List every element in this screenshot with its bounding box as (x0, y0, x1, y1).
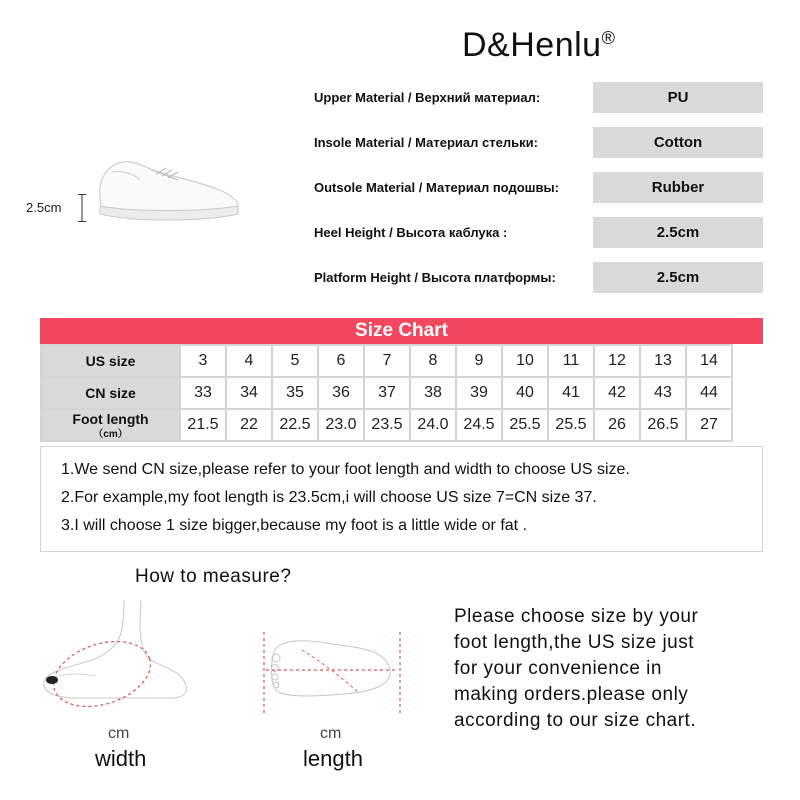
width-unit: cm (108, 725, 130, 742)
table-cell: 38 (410, 377, 456, 409)
row-header-cn-size: CN size (41, 377, 180, 409)
brand-logo (462, 26, 615, 65)
table-cell: 21.5 (180, 409, 226, 441)
table-cell: 44 (686, 377, 732, 409)
table-cell: 6 (318, 345, 364, 377)
table-cell: 5 (272, 345, 318, 377)
table-row-us-size (41, 345, 732, 377)
spec-value-upper: PU (593, 82, 763, 113)
table-cell: 25.5 (548, 409, 594, 441)
advice-line: for your convenience in (454, 658, 662, 679)
table-cell: 41 (548, 377, 594, 409)
table-cell: 42 (594, 377, 640, 409)
table-cell: 43 (640, 377, 686, 409)
size-note-2: 2.For example,my foot length is 23.5cm,i will choose US size 7=CN size 37. (61, 489, 597, 506)
foot-width-illustration (36, 598, 206, 718)
spec-label-upper: Upper Material / Верхний материал: (314, 90, 541, 105)
table-cell: 35 (272, 377, 318, 409)
row-header-foot-length-label: Foot length (72, 410, 149, 427)
measure-title: How to measure? (135, 566, 292, 587)
advice-line: Please choose size by your (454, 606, 699, 627)
table-cell: 40 (502, 377, 548, 409)
advice-line: making orders.please only (454, 684, 689, 705)
table-cell: 7 (364, 345, 410, 377)
table-row-foot-length (41, 409, 732, 441)
shoe-height-label: 2.5cm (26, 200, 62, 215)
sneaker-image (92, 150, 242, 230)
row-header-foot-length-unit: （cm） (93, 428, 128, 440)
table-cell: 36 (318, 377, 364, 409)
table-cell: 37 (364, 377, 410, 409)
table-cell: 13 (640, 345, 686, 377)
size-notes-box (40, 446, 763, 552)
spec-value-insole: Cotton (593, 127, 763, 158)
size-chart-title: Size Chart (40, 318, 763, 344)
length-unit: cm (320, 725, 342, 742)
table-cell: 12 (594, 345, 640, 377)
table-cell: 10 (502, 345, 548, 377)
table-cell: 14 (686, 345, 732, 377)
table-cell: 27 (686, 409, 732, 441)
table-row-cn-size (41, 377, 732, 409)
size-note-3: 3.I will choose 1 size bigger,because my foot is a little wide or fat . (61, 517, 528, 534)
foot-length-illustration (262, 622, 402, 722)
registered-mark: ® (601, 28, 616, 48)
table-cell: 26.5 (640, 409, 686, 441)
row-header-us-size: US size (41, 345, 180, 377)
spec-value-heel: 2.5cm (593, 217, 763, 248)
table-cell: 3 (180, 345, 226, 377)
table-cell: 33 (180, 377, 226, 409)
spec-label-platform: Platform Height / Высота платформы: (314, 270, 556, 285)
spec-label-heel: Heel Height / Высота каблука : (314, 225, 508, 240)
table-cell: 34 (226, 377, 272, 409)
width-label: width (95, 746, 147, 771)
spec-value-outsole: Rubber (593, 172, 763, 203)
advice-line: foot length,the US size just (454, 632, 695, 653)
advice-line: according to our size chart. (454, 710, 697, 731)
spec-value-platform: 2.5cm (593, 262, 763, 293)
table-cell: 9 (456, 345, 502, 377)
spec-label-outsole: Outsole Material / Материал подошвы: (314, 180, 559, 195)
table-cell: 22 (226, 409, 272, 441)
table-cell: 26 (594, 409, 640, 441)
size-note-1: 1.We send CN size,please refer to your foot length and width to choose US size. (61, 461, 630, 478)
table-cell: 24.0 (410, 409, 456, 441)
size-chart-table (40, 344, 733, 442)
spec-label-insole: Insole Material / Материал стельки: (314, 135, 538, 150)
table-cell: 24.5 (456, 409, 502, 441)
table-cell: 25.5 (502, 409, 548, 441)
table-cell: 22.5 (272, 409, 318, 441)
height-bracket-icon (78, 194, 86, 222)
row-header-foot-length (41, 409, 180, 441)
table-cell: 8 (410, 345, 456, 377)
table-cell: 4 (226, 345, 272, 377)
table-cell: 39 (456, 377, 502, 409)
size-advice-text (454, 604, 754, 734)
table-cell: 11 (548, 345, 594, 377)
table-cell: 23.0 (318, 409, 364, 441)
brand-name: D&Henlu (462, 26, 602, 64)
table-cell: 23.5 (364, 409, 410, 441)
length-label: length (303, 746, 363, 771)
